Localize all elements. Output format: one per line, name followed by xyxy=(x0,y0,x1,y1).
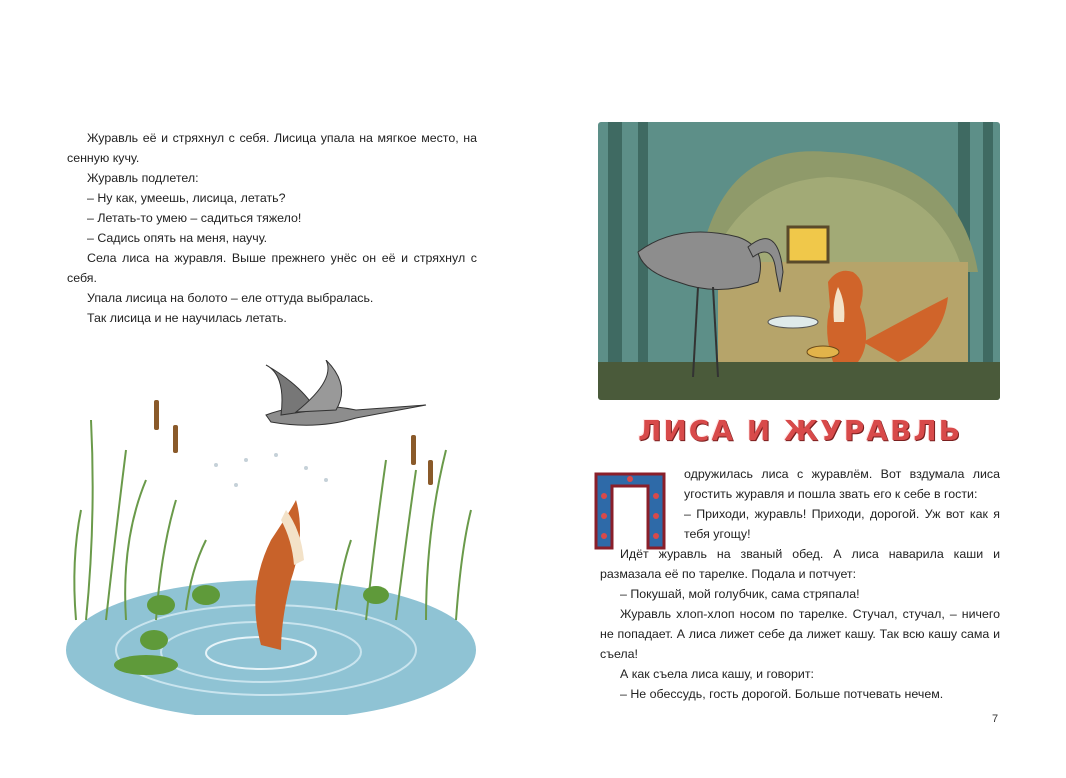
paragraph: Журавль хлоп-хлоп носом по тарелке. Стучал, стучал, – ничего не попадает. А лиса лижет себе да лижет кашу. Так всю кашу сама и съела! xyxy=(600,607,1000,661)
left-page-text xyxy=(67,128,477,328)
first-paragraph: одружилась лиса с журавлём. Вот вздумала лиса угостить журавля и пошла звать его к себе в гости: xyxy=(684,467,1000,501)
paragraph: А как съела лиса кашу, и говорит: xyxy=(620,667,814,681)
fox-crane-illustration xyxy=(598,122,1000,400)
paragraph: – Покушай, мой голубчик, сама стряпала! xyxy=(620,587,860,601)
fox-pond-illustration xyxy=(66,360,476,715)
paragraph: – Садись опять на меня, научу. xyxy=(87,231,268,245)
paragraph: – Летать-то умею – садиться тяжело! xyxy=(87,211,302,225)
paragraph: – Ну как, умеешь, лисица, летать? xyxy=(87,191,286,205)
paragraph: Упала лисица на болото – еле оттуда выбралась. xyxy=(87,291,374,305)
paragraph: Села лиса на журавля. Выше прежнего унёс он её и стряхнул с себя. xyxy=(67,251,477,285)
page-number: 7 xyxy=(992,713,999,725)
right-page-text xyxy=(600,464,1000,704)
story-title: ЛИСА И ЖУРАВЛЬ xyxy=(638,414,962,447)
paragraph: Журавль подлетел: xyxy=(87,171,199,185)
paragraph: Журавль её и стряхнул с себя. Лисица упала на мягкое место, на сенную кучу. xyxy=(67,131,477,165)
paragraph: Идёт журавль на званый обед. А лиса наварила каши и размазала её по тарелке. Подала и потчует: xyxy=(600,547,1000,581)
paragraph: – Приходи, журавль! Приходи, дорогой. Уж вот как я тебя угощу! xyxy=(684,507,1000,541)
paragraph: – Не обессудь, гость дорогой. Больше потчевать нечем. xyxy=(620,687,944,701)
paragraph: Так лисица и не научилась летать. xyxy=(87,311,287,325)
